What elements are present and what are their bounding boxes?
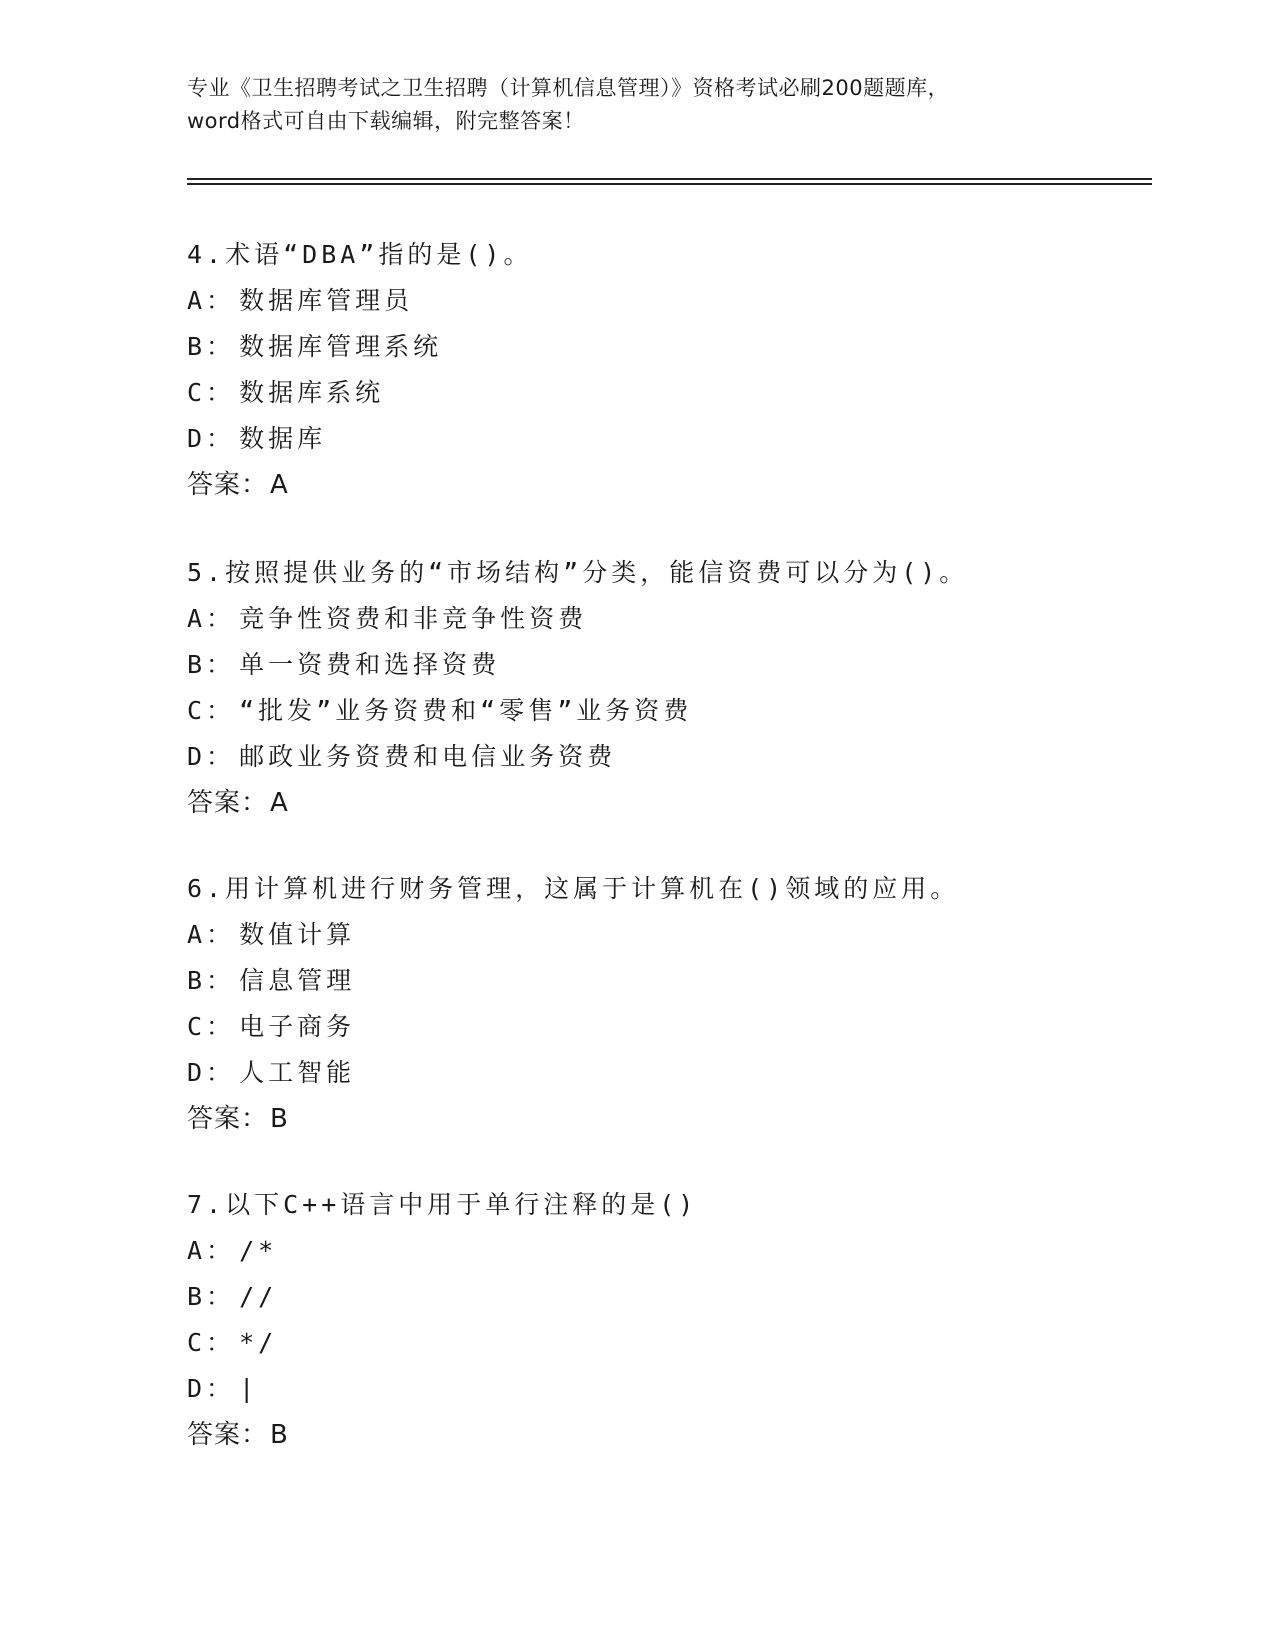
header-divider-bottom: [187, 183, 1152, 185]
option-key: A：: [187, 920, 236, 949]
answer-label: 答案：: [187, 788, 269, 818]
option-c: [187, 370, 1147, 416]
option-c: [187, 1004, 1147, 1050]
option-d: [187, 734, 1147, 780]
option-text: 数据库: [239, 424, 327, 453]
question-7: [187, 1182, 1147, 1458]
option-d: [187, 1050, 1147, 1096]
question-5: [187, 550, 1147, 826]
option-key: A：: [187, 604, 236, 633]
answer-value: A: [270, 788, 289, 818]
option-key: B：: [187, 966, 236, 995]
option-d: [187, 416, 1147, 462]
option-text: 人工智能: [239, 1058, 356, 1087]
option-text: 电子商务: [239, 1012, 356, 1041]
question-4: [187, 232, 1147, 508]
answer-line: [187, 780, 1147, 826]
option-text: 单一资费和选择资费: [239, 650, 501, 679]
answer-line: [187, 1412, 1147, 1458]
option-key: A：: [187, 286, 236, 315]
option-d: [187, 1366, 1147, 1412]
option-key: D：: [187, 424, 236, 453]
option-c: [187, 1320, 1147, 1366]
option-key: C：: [187, 1012, 236, 1041]
question-stem: 7.以下C++语言中用于单行注释的是(): [187, 1190, 698, 1219]
option-key: D：: [187, 1058, 236, 1087]
answer-line: [187, 462, 1147, 508]
option-text: “批发”业务资费和“零售”业务资费: [239, 696, 693, 725]
answer-label: 答案：: [187, 1420, 269, 1450]
option-text: 信息管理: [239, 966, 356, 995]
question-6: [187, 866, 1147, 1142]
answer-label: 答案：: [187, 470, 269, 500]
option-c: [187, 688, 1147, 734]
answer-value: A: [270, 470, 289, 500]
header-divider-top: [187, 178, 1152, 180]
option-a: [187, 912, 1147, 958]
option-key: B：: [187, 650, 236, 679]
option-b: [187, 958, 1147, 1004]
option-key: C：: [187, 378, 236, 407]
option-text: 数据库管理系统: [239, 332, 443, 361]
option-key: B：: [187, 332, 236, 361]
option-key: D：: [187, 742, 236, 771]
option-text: |: [239, 1374, 259, 1403]
option-text: */: [239, 1328, 278, 1357]
option-a: [187, 596, 1147, 642]
option-key: C：: [187, 696, 236, 725]
document-header: [187, 72, 1087, 138]
answer-label: 答案：: [187, 1104, 269, 1134]
option-key: B：: [187, 1282, 236, 1311]
header-line-2: word格式可自由下载编辑，附完整答案！: [187, 109, 585, 133]
option-b: [187, 642, 1147, 688]
option-key: A：: [187, 1236, 236, 1265]
answer-line: [187, 1096, 1147, 1142]
option-text: 数据库系统: [239, 378, 385, 407]
answer-value: B: [270, 1420, 289, 1450]
option-text: 数据库管理员: [239, 286, 414, 315]
option-b: [187, 1274, 1147, 1320]
option-a: [187, 278, 1147, 324]
option-key: C：: [187, 1328, 236, 1357]
question-stem: 4.术语“DBA”指的是()。: [187, 240, 533, 269]
option-a: [187, 1228, 1147, 1274]
header-line-1: 专业《卫生招聘考试之卫生招聘（计算机信息管理）》资格考试必刷200题题库，: [187, 76, 950, 100]
question-stem: 6.用计算机进行财务管理，这属于计算机在()领域的应用。: [187, 874, 960, 903]
option-text: 数值计算: [239, 920, 356, 949]
question-stem: 5.按照提供业务的“市场结构”分类，能信资费可以分为()。: [187, 558, 969, 587]
answer-value: B: [270, 1104, 289, 1134]
option-b: [187, 324, 1147, 370]
option-text: //: [239, 1282, 278, 1311]
option-text: /*: [239, 1236, 278, 1265]
option-text: 邮政业务资费和电信业务资费: [239, 742, 617, 771]
option-text: 竞争性资费和非竞争性资费: [239, 604, 588, 633]
option-key: D：: [187, 1374, 236, 1403]
